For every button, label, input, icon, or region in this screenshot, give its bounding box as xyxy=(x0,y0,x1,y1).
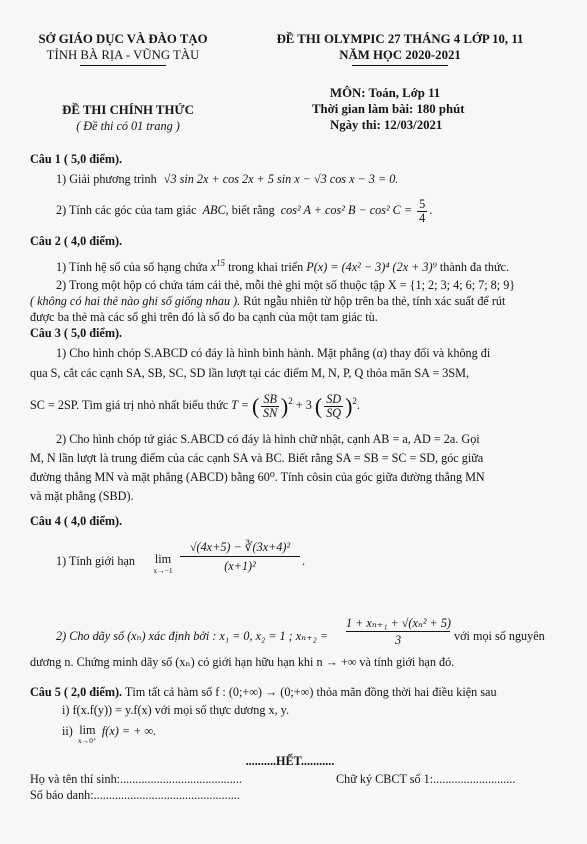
exam-name: ĐỀ THI OLYMPIC 27 THÁNG 4 LỚP 10, 11 xyxy=(276,32,524,46)
q5-intro: Tìm tất cả hàm số f : (0;+∞) → (0;+∞) thỏa mãn đồng thời hai điều kiện sau xyxy=(124,685,497,699)
q2-part2-line2 xyxy=(30,294,505,309)
q5-title: Câu 5 ( 2,0 điểm). xyxy=(30,685,123,699)
official-label: ĐỀ THI CHÍNH THỨC xyxy=(62,103,194,117)
q4-part2-suffix: với mọi số nguyên xyxy=(454,629,545,643)
q4-limit-den: (x+1)² xyxy=(224,559,256,573)
proctor-signature: Chữ ký CBCT số 1:........................... xyxy=(336,772,516,786)
q3-f1-num: SB xyxy=(263,391,277,406)
dept-name: SỞ GIÁO DỤC VÀ ĐÀO TẠO xyxy=(38,32,208,46)
q3-paren-close-1: ) xyxy=(280,393,289,419)
q1-fraction-num: 5 xyxy=(419,196,426,211)
q2-part2-line1: 2) Trong một hộp có chứa tám cái thẻ, mỗi thẻ ghi một số thuộc tập X = {1; 2; 3; 4; 6; 7; 8; 9} xyxy=(56,278,516,292)
province-name: TỈNH BÀ RỊA - VŨNG TÀU xyxy=(46,48,200,62)
q1-part1 xyxy=(56,172,398,187)
q3-part2-line2: M, N lần lượt là trung điểm của các cạnh SA và BC. Biết rằng SA = SB = SC = SD, góc giữa xyxy=(30,451,484,465)
q3-title: Câu 3 ( 5,0 điểm). xyxy=(30,326,123,340)
q5-condition-ii xyxy=(62,724,156,745)
q2-expansion: P(x) = (4x² − 3)⁴ (2x + 3)⁹ xyxy=(306,260,437,275)
q4-part1-text: 1) Tính giới hạn xyxy=(56,554,135,568)
q2-part1-suffix: thành đa thức. xyxy=(439,260,510,275)
q3-f2-num: SD xyxy=(326,391,342,406)
q2-part2-note: ( không có hai thẻ nào ghi số giống nhau ). xyxy=(30,294,241,308)
pages-note: ( Đề thi có 01 trang ) xyxy=(76,119,180,133)
q1-part2-equation: cos² A + cos² B − cos² C = xyxy=(280,203,413,217)
q3-fraction-2 xyxy=(324,393,343,420)
header-underline-left xyxy=(80,65,166,66)
q1-fraction xyxy=(417,198,427,225)
q2-part1 xyxy=(56,256,509,275)
q1-part2: 2) Tính các góc của tam giác ABC, biết rằng cos² A + cos² B − cos² C = $\frac{5}{4}$ . xyxy=(56,196,433,225)
q3-exp-2: 2 xyxy=(352,396,357,406)
q3-part1-line3-text: SC = 2SP. Tìm giá trị nhỏ nhất biểu thức xyxy=(30,398,229,413)
q3-paren-close-2: ) xyxy=(345,393,353,419)
q3-fraction-1 xyxy=(261,393,279,420)
q2-part2-rest: Rút ngẫu nhiên từ hộp trên ba thẻ, tính xác suất để rút xyxy=(240,294,506,308)
q3-paren-open-2: ( xyxy=(314,393,323,419)
q1-part1-equation: √3 sin 2x + cos 2x + 5 sin x − √3 cos x − 3 = 0. xyxy=(163,172,399,186)
q4-lim-word: lim xyxy=(154,552,172,566)
q4-recurrence-den: 3 xyxy=(394,633,402,647)
subject: MÔN: Toán, Lớp 11 xyxy=(330,86,441,100)
q3-part2-line1: 2) Cho hình chóp tứ giác S.ABCD có đáy là hình chữ nhật, cạnh AB = a, AD = 2a. Gọi xyxy=(56,432,480,446)
q4-title: Câu 4 ( 4,0 điểm). xyxy=(30,514,123,528)
q3-part1-line3: SC = 2SP. Tìm giá trị nhỏ nhất biểu thức T = ( $\frac{SB}{SN}$ )$^2$ + 3 ( $\frac{SD}{SQ}$ )$^2$. xyxy=(30,391,360,420)
q3-part1-line1: 1) Cho hình chóp S.ABCD có đáy là hình bình hành. Mặt phẳng (α) thay đổi và không đi xyxy=(56,346,491,360)
q2-term: $x^{15}$ xyxy=(210,258,226,275)
q3-f2-den: SQ xyxy=(326,405,342,420)
q4-part2-text: 2) Cho dãy số (xₙ) xác định bởi : x₁ = 0, x₂ = 1 ; xₙ₊₂ = xyxy=(56,629,329,643)
q2-title: Câu 2 ( 4,0 điểm). xyxy=(30,234,123,248)
candidate-id: Số báo danh:................................................ xyxy=(30,788,240,802)
q5-line1 xyxy=(30,685,497,700)
q1-part2-text: 2) Tính các góc của tam giác xyxy=(56,203,197,217)
q5-lim-word: lim xyxy=(79,723,96,737)
q4-recurrence-fraction xyxy=(346,615,450,648)
q1-part2-mid: , biết rằng xyxy=(225,203,275,217)
q2-part2-line3: được ba thẻ mà các số ghi trên đó là số đo ba cạnh của một tam giác tù. xyxy=(30,310,378,324)
q3-T: T = xyxy=(231,398,249,413)
q5-limit xyxy=(78,724,97,745)
q4-part2-line2: dương n. Chứng minh dãy số (xₙ) có giới hạn hữu hạn khi n → +∞ và tính giới hạn đó. xyxy=(30,655,455,669)
q3-exp-1: 2 xyxy=(288,396,293,406)
duration: Thời gian làm bài: 180 phút xyxy=(312,102,465,116)
school-year: NĂM HỌC 2020-2021 xyxy=(339,48,461,62)
header-underline-right xyxy=(352,65,448,66)
q2-part1-text: 1) Tính hệ số của số hạng chứa xyxy=(56,260,208,275)
end-mark: ..........HẾT........... xyxy=(245,754,335,768)
q5-condition-i: i) f(x.f(y)) = y.f(x) với mọi số thực dương x, y. xyxy=(62,703,290,717)
q4-limit-fraction xyxy=(180,538,300,575)
q4-part1 xyxy=(56,554,135,569)
q5-ii-label: ii) xyxy=(62,724,73,738)
q5-lim-sub: x→0⁺ xyxy=(77,736,97,745)
q3-part1-line2: qua S, cắt các cạnh SA, SB, SC, SD lần lượt tại các điểm M, N, P, Q thỏa mãn SA = 3SM, xyxy=(30,366,470,380)
q1-part1-text: 1) Giải phương trình xyxy=(56,172,157,186)
q2-part1-mid: trong khai triển xyxy=(228,260,304,275)
q1-triangle: ABC xyxy=(202,203,226,217)
q4-limit xyxy=(148,552,178,575)
exam-date: Ngày thi: 12/03/2021 xyxy=(330,118,443,132)
q1-title: Câu 1 ( 5,0 điểm). xyxy=(30,152,123,166)
q4-lim-sub: x→−1 xyxy=(153,566,173,575)
q4-limit-num: √(4x+5) − ∛(3x+4)² xyxy=(180,538,300,557)
q3-paren-open-1: ( xyxy=(252,393,260,419)
q4-recurrence-num: 1 + xₙ₊₁ + √(xₙ² + 5) xyxy=(346,616,451,630)
q3-f1-den: SN xyxy=(263,405,278,420)
q3-part2-line4: và mặt phẳng (SBD). xyxy=(30,489,134,503)
q3-part2-line3: đường thẳng MN và mặt phẳng (ABCD) bằng 60⁰. Tính côsin của góc giữa đường thẳng MN xyxy=(30,470,485,484)
q1-fraction-den: 4 xyxy=(419,210,426,225)
q3-plus: + 3 xyxy=(295,398,312,413)
q4-part1-end: . xyxy=(302,554,306,568)
candidate-name: Họ và tên thí sinh:........................................ xyxy=(30,772,242,786)
q5-ii-rest: f(x) = + ∞. xyxy=(101,724,157,738)
